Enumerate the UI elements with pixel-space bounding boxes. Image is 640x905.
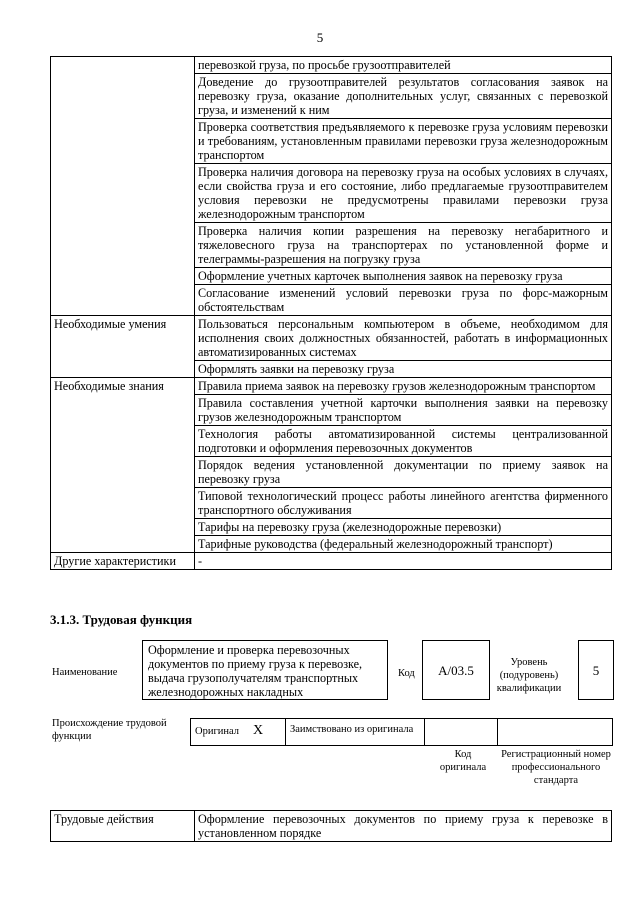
- name-label: Наименование: [52, 667, 118, 678]
- origin-label: [52, 717, 177, 743]
- table-cell: Доведение до грузоотправителей результатов согласования заявок на перевозку груза, оказание дополнительных услуг, связанных с перевозкой груза, и изменений к ним: [195, 74, 612, 119]
- table-cell: Проверка соответствия предъявляемого к перевозке груза условиям перевозки и требованиям, установленным правилами перевозки груза железнодорожным транспортом: [195, 119, 612, 164]
- code-original-label: Код оригинала: [439, 749, 487, 773]
- table-cell: Оформление перевозочных документов по приему груза к перевозке в установленном порядке: [195, 811, 612, 842]
- table-cell: Тарифы на перевозку груза (железнодорожные перевозки): [195, 519, 612, 536]
- table-cell: Порядок ведения установленной документации по приему заявок на перевозку груза: [195, 457, 612, 488]
- borrowed-label: Заимствовано из оригинала: [290, 724, 414, 735]
- table-cell: Правила приема заявок на перевозку грузов железнодорожным транспортом: [195, 378, 612, 395]
- original-cell: [191, 719, 286, 746]
- level-value-box: 5: [578, 640, 614, 700]
- requirements-table: [50, 56, 612, 570]
- table-cell: Проверка наличия копии разрешения на перевозку негабаритного и тяжеловесного груза на транспортерах по установленной форме и телеграммы-разрешения на погрузку груза: [195, 223, 612, 268]
- row-label-other: Другие характеристики: [51, 553, 195, 570]
- reg-number-cell: [498, 719, 613, 746]
- table-cell: Согласование изменений условий перевозки груза по форс-мажорным обстоятельствам: [195, 285, 612, 316]
- labor-actions-table: [50, 810, 612, 842]
- table-cell: Оформлять заявки на перевозку груза: [195, 361, 612, 378]
- code-original-cell: [425, 719, 498, 746]
- table-cell: Типовой технологический процесс работы линейного агентства фирменного транспортного обслуживания: [195, 488, 612, 519]
- table-cell: Правила составления учетной карточки выполнения заявки на перевозку грузов железнодорожным транспортом: [195, 395, 612, 426]
- table-cell: перевозкой груза, по просьбе грузоотправителей: [195, 57, 612, 74]
- reg-number-label: Регистрационный номер профессионального стандарта: [501, 749, 611, 786]
- function-name-box: Оформление и проверка перевозочных документов по приему груза к перевозке, выдача грузополучателям транспортных железнодорожных накладных: [142, 640, 388, 700]
- code-label: Код: [398, 668, 415, 679]
- table-cell: Технология работы автоматизированной системы централизованной подготовки и оформления перевозочных документов: [195, 426, 612, 457]
- original-label: Оригинал: [195, 726, 239, 737]
- section-heading: 3.1.3. Трудовая функция: [50, 612, 193, 627]
- table-cell: Пользоваться персональным компьютером в объеме, необходимом для исполнения своих должностных обязанностей, работать в информационных автоматизированных системах: [195, 316, 612, 361]
- origin-table: [190, 718, 613, 746]
- table-cell: Тарифные руководства (федеральный железнодорожный транспорт): [195, 536, 612, 553]
- borrowed-cell: [286, 719, 425, 746]
- page-number: 5: [316, 30, 324, 45]
- code-value-box: A/03.5: [422, 640, 490, 700]
- origin-label-text: Происхождение трудовой функции: [52, 718, 167, 742]
- row-label-knowledge: Необходимые знания: [51, 378, 195, 553]
- row-label-skills: Необходимые умения: [51, 316, 195, 378]
- labor-actions-label: Трудовые действия: [51, 811, 195, 842]
- table-cell: Проверка наличия договора на перевозку груза на особых условиях в случаях, если свойства груза и его состояние, либо предлагаемые грузоотправителем условия перевозки не предусмотрены правилами перевозки груза железнодорожным транспортом: [195, 164, 612, 223]
- table-cell: Оформление учетных карточек выполнения заявок на перевозку груза: [195, 268, 612, 285]
- row-label: [51, 57, 195, 316]
- level-label: Уровень (подуровень) квалификации: [496, 657, 562, 694]
- table-cell: -: [195, 553, 612, 570]
- original-mark: X: [253, 723, 264, 738]
